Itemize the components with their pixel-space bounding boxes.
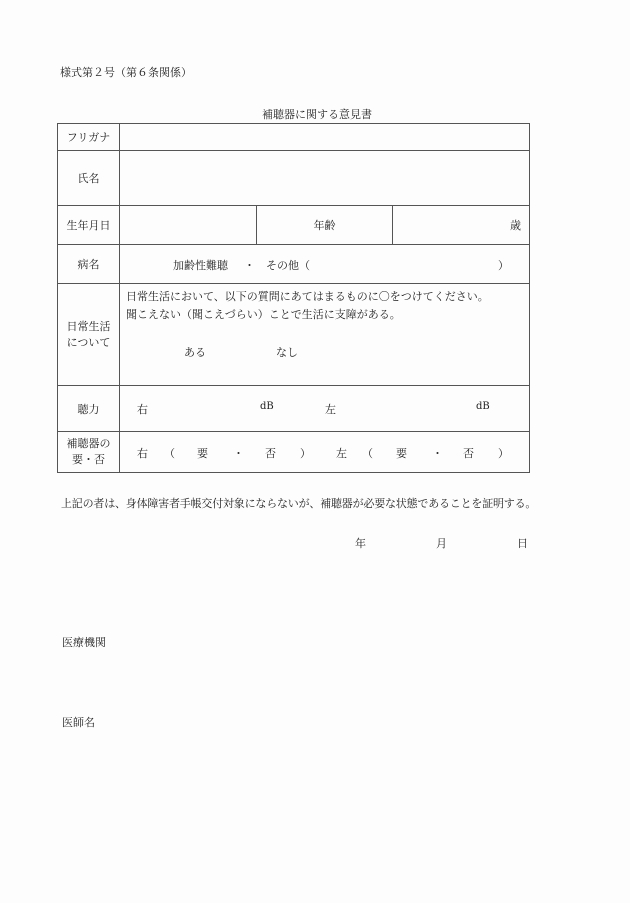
disease-field[interactable]: [120, 245, 530, 284]
daily-life-label: [58, 284, 120, 386]
doctor-name-label: 医師名: [62, 716, 95, 729]
name-field[interactable]: [120, 151, 530, 206]
date-month-label: 月: [436, 537, 447, 550]
daily-question: 聞こえない（聞こえづらい）ことで生活に支障がある。: [126, 308, 401, 321]
opinion-form-table: [57, 123, 530, 473]
hearing-right-label: 右: [137, 403, 148, 416]
dob-field[interactable]: [120, 206, 257, 245]
age-unit: 歳: [510, 219, 521, 232]
date-day-label: 日: [517, 537, 528, 550]
need-left-sep: ・: [432, 447, 443, 460]
need-left-yes[interactable]: 要: [396, 447, 407, 460]
disease-label: 病名: [58, 245, 120, 284]
hearing-label: 聴力: [58, 386, 120, 432]
age-label: 年齢: [256, 206, 393, 245]
need-right-close-paren: ）: [300, 447, 311, 460]
need-left-close-paren: ）: [498, 447, 509, 460]
disease-separator: ・: [244, 259, 255, 272]
need-right-yes[interactable]: 要: [197, 447, 208, 460]
need-left-label: 左: [336, 447, 347, 460]
age-field[interactable]: [393, 206, 530, 245]
need-left-no[interactable]: 否: [463, 447, 474, 460]
hearing-left-label: 左: [325, 403, 336, 416]
daily-life-label-line1: 日常生活: [66, 319, 111, 333]
dob-label: 生年月日: [58, 206, 120, 245]
disease-option-other[interactable]: その他（: [266, 259, 310, 272]
need-right-no[interactable]: 否: [265, 447, 276, 460]
hearing-aid-need-label: [58, 432, 120, 473]
form-number: 様式第２号（第６条関係）: [60, 66, 192, 79]
name-label: 氏名: [58, 151, 120, 206]
daily-instruction: 日常生活において、以下の質問にあてはまるものに〇をつけてください。: [126, 290, 489, 303]
hearing-left-unit: dB: [476, 401, 490, 412]
need-label-line2: 要・否: [72, 453, 105, 466]
daily-option-no[interactable]: なし: [276, 346, 298, 359]
certification-statement: 上記の者は、身体障害者手帳交付対象にならないが、補聴器が必要な状態であることを証明する。: [61, 497, 537, 510]
need-label-line1: 補聴器の: [66, 437, 111, 450]
furigana-label: フリガナ: [58, 124, 120, 151]
daily-option-yes[interactable]: ある: [184, 346, 206, 359]
daily-life-field: [120, 284, 530, 386]
daily-life-label-line2: について: [66, 335, 111, 349]
disease-option-presbycusis[interactable]: 加齢性難聴: [173, 259, 228, 272]
hearing-field[interactable]: [120, 386, 530, 432]
hearing-right-unit: dB: [260, 401, 274, 412]
date-year-label: 年: [355, 537, 366, 550]
document-title: 補聴器に関する意見書: [262, 108, 372, 121]
need-left-open-paren: （: [362, 447, 373, 460]
need-right-label: 右: [137, 447, 148, 460]
furigana-field[interactable]: [120, 124, 530, 151]
need-right-open-paren: （: [164, 447, 175, 460]
disease-close-paren: ）: [498, 259, 509, 272]
hearing-aid-need-field: [120, 432, 530, 473]
medical-institution-label: 医療機関: [62, 636, 106, 649]
need-right-sep: ・: [233, 447, 244, 460]
